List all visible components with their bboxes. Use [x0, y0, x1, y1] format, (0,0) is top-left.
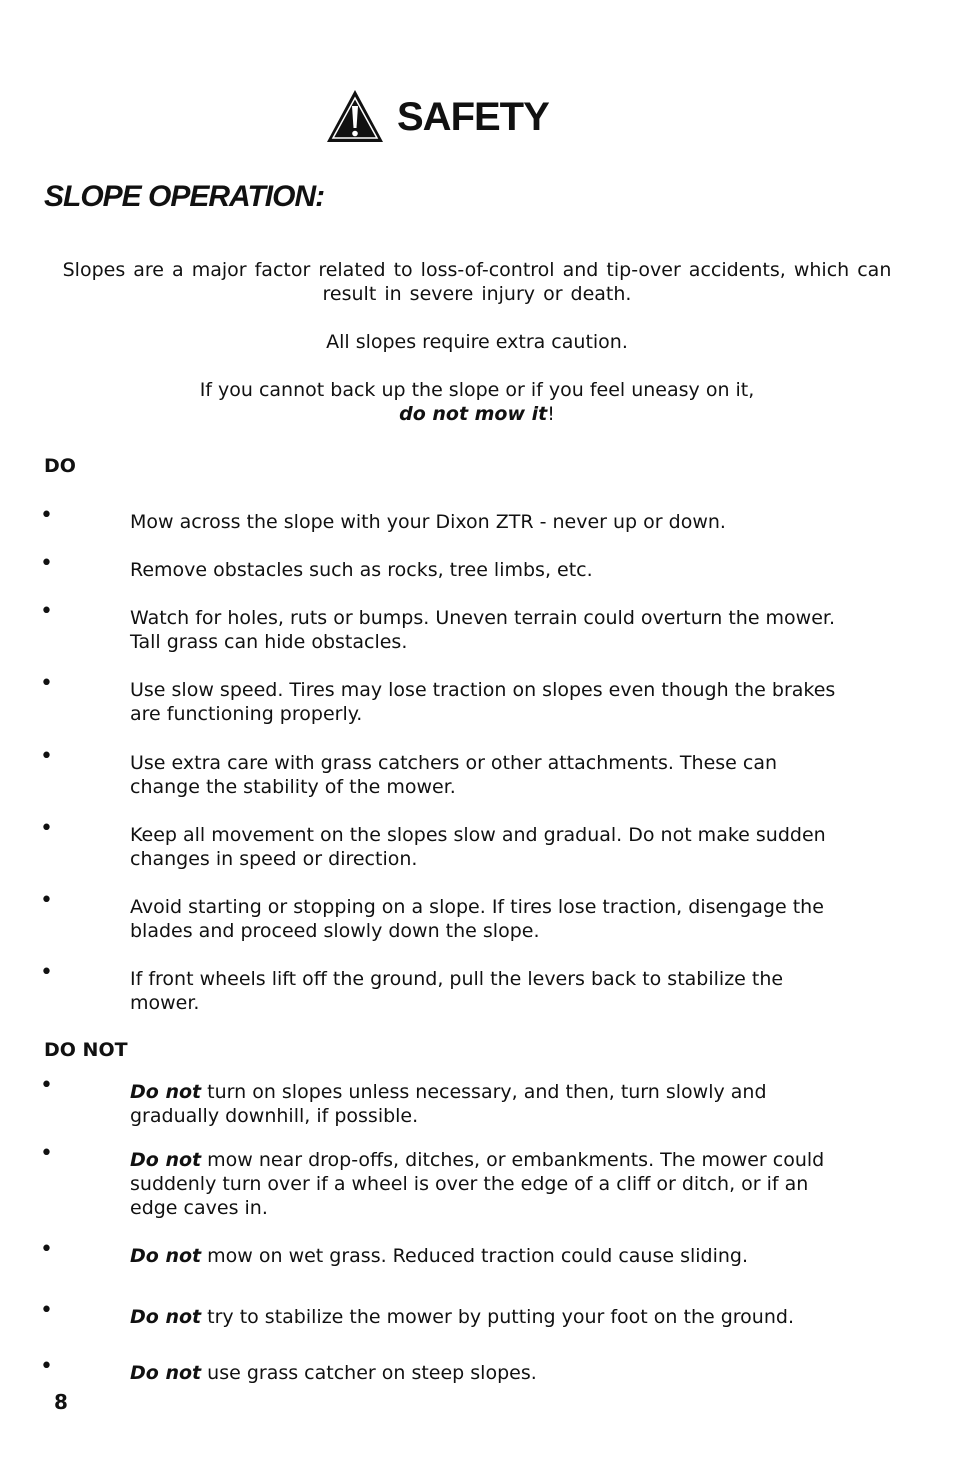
do-not-mow-emphasis: do not mow it [399, 403, 548, 425]
do-item-text: Watch for holes, ruts or bumps. Uneven terrain could overturn the mower. Tall grass can hide obstacles. [130, 607, 836, 653]
do-not-item-text: use grass catcher on steep slopes. [201, 1362, 537, 1384]
do-item-text: Use slow speed. Tires may lose traction on slopes even though the brakes are functioning properly. [130, 679, 836, 725]
bullet: • [40, 1141, 53, 1166]
intro-uneasy-text: If you cannot back up the slope or if you feel uneasy on it, [199, 379, 755, 401]
page-header [0, 88, 954, 148]
page-number: 8 [54, 1390, 68, 1414]
intro-uneasy [40, 378, 914, 426]
bullet: • [40, 888, 53, 913]
bullet: • [40, 503, 53, 528]
warning-triangle-icon [325, 88, 385, 144]
bullet: • [40, 551, 53, 576]
do-not-item-text: mow near drop-offs, ditches, or embankments. The mower could suddenly turn over if a wheel is over the edge of a cliff or ditch, or if an edge caves in. [130, 1149, 825, 1219]
do-item-text: Mow across the slope with your Dixon ZTR - never up or down. [130, 511, 726, 533]
bullet: • [40, 1354, 53, 1379]
do-heading: DO [44, 455, 76, 477]
do-not-heading: DO NOT [44, 1039, 128, 1061]
do-not-item-text: turn on slopes unless necessary, and then, turn slowly and gradually downhill, if possible. [130, 1081, 767, 1127]
do-not-prefix: Do not [130, 1149, 202, 1171]
do-not-prefix: Do not [130, 1081, 202, 1103]
do-not-prefix: Do not [130, 1245, 202, 1267]
do-item-text: Avoid starting or stopping on a slope. If tires lose traction, disengage the blades and proceed slowly down the slope. [130, 896, 824, 942]
do-item-text: Remove obstacles such as rocks, tree limbs, etc. [130, 559, 593, 581]
page-title: SAFETY [397, 95, 549, 139]
bullet: • [40, 1237, 53, 1262]
do-not-item-text: try to stabilize the mower by putting your foot on the ground. [201, 1306, 794, 1328]
do-not-item-text: mow on wet grass. Reduced traction could cause sliding. [201, 1245, 749, 1267]
bullet: • [40, 599, 53, 624]
intro-lead: Slopes are a major factor related to loss-of-control and tip-over accidents, which can result in severe injury or death. [62, 259, 892, 305]
exclaim: ! [547, 403, 555, 425]
bullet: • [40, 744, 53, 769]
do-item-text: Use extra care with grass catchers or other attachments. These can change the stability of the mower. [130, 752, 778, 798]
bullet: • [40, 960, 53, 985]
do-not-prefix: Do not [130, 1362, 202, 1384]
intro-caution: All slopes require extra caution. [326, 331, 628, 353]
do-item-text: Keep all movement on the slopes slow and gradual. Do not make sudden changes in speed or direction. [130, 824, 826, 870]
do-item-text: If front wheels lift off the ground, pull the levers back to stabilize the mower. [130, 968, 784, 1014]
bullet: • [40, 1298, 53, 1323]
bullet: • [40, 1073, 53, 1098]
bullet: • [40, 816, 53, 841]
bullet: • [40, 671, 53, 696]
section-title: SLOPE OPERATION: [44, 180, 325, 213]
do-not-prefix: Do not [130, 1306, 202, 1328]
